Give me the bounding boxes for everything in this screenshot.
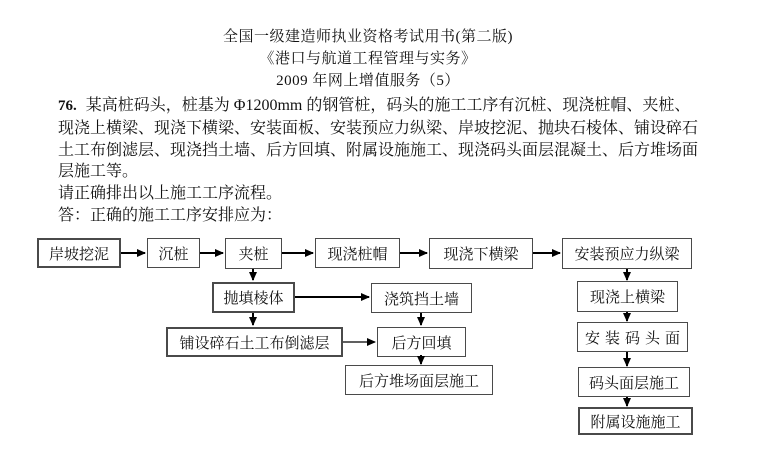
node-cast-lower-beam: 现浇下横梁: [429, 238, 533, 269]
node-deck-surface-construction: 码头面层施工: [578, 367, 690, 397]
question-number: 76.: [58, 98, 77, 114]
node-pile-sinking: 沉桩: [147, 238, 200, 268]
node-lay-gravel-geotextile-filter: 铺设碎石土工布倒滤层: [166, 327, 343, 357]
node-rock-prism-filling: 抛填棱体: [212, 282, 295, 313]
answer-label: 答：正确的施工工序安排应为：: [58, 206, 283, 224]
book-subtitle: 《港口与航道工程管理与实务》: [259, 51, 477, 67]
question-text-line3: 土工布倒滤层、现浇挡土墙、后方回填、附属设施施工、现浇码头面层混凝土、后方堆场面: [58, 141, 699, 159]
node-cast-upper-beam: 现浇上横梁: [577, 281, 678, 312]
book-title: 全国一级建造师执业资格考试用书(第二版): [223, 29, 513, 45]
question-text-line4: 层施工等。: [58, 163, 139, 181]
node-pile-clamping: 夹桩: [225, 238, 282, 269]
node-rear-backfill: 后方回填: [377, 327, 466, 357]
service-line: 2009 年网上增值服务（5）: [276, 73, 460, 89]
node-install-prestressed-girder: 安装预应力纵梁: [562, 238, 692, 269]
node-cast-pile-cap: 现浇桩帽: [315, 238, 400, 268]
question-line: [58, 95, 738, 118]
node-cast-retaining-wall: 浇筑挡土墙: [371, 283, 472, 313]
question-prompt: 请正确排出以上施工工序流程。: [58, 185, 283, 203]
node-rear-yard-surface-construction: 后方堆场面层施工: [345, 365, 493, 395]
node-install-deck-panel: 安装码头面: [577, 322, 688, 352]
question-text-line2: 现浇上横梁、现浇下横梁、安装面板、安装预应力纵梁、岸坡挖泥、抛块石棱体、铺设碎石: [58, 119, 699, 137]
node-bank-slope-dredging: 岸坡挖泥: [37, 238, 121, 268]
question-block: [58, 95, 738, 227]
book-header: [0, 26, 736, 92]
question-text-line1: 某高桩码头，桩基为 Φ1200mm 的钢管桩，码头的施工工序有沉桩、现浇桩帽、夹桩、: [85, 97, 691, 114]
node-auxiliary-facilities-construction: 附属设施施工: [578, 407, 693, 435]
